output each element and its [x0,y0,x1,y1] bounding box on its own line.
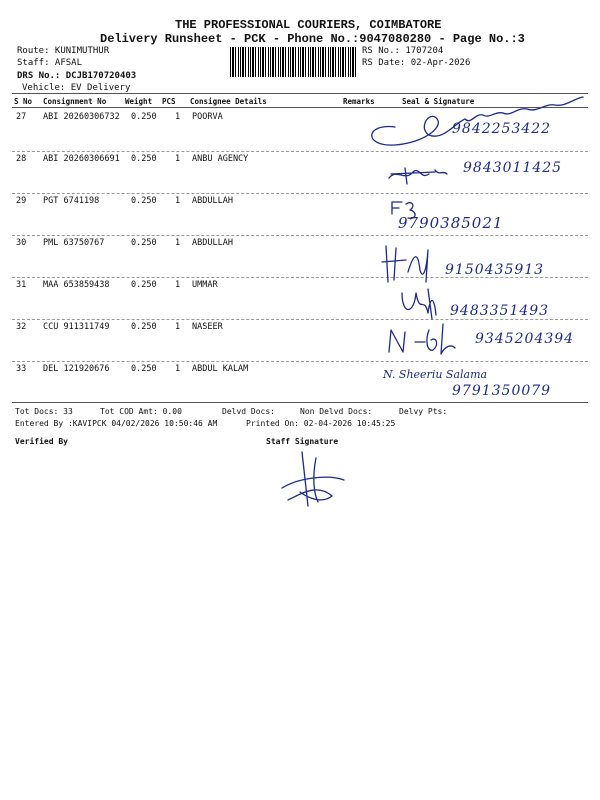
row-divider [12,361,588,362]
row-sno: 30 [16,238,27,248]
barcode [230,47,358,77]
row-sno: 27 [16,112,27,122]
row-consignment: ABI 20260306691 [43,154,120,164]
row-divider [12,235,588,236]
staff-label: Staff: AFSAL [17,58,83,68]
row-consignment: CCU 911311749 [43,322,110,332]
total-docs: Tot Docs: 33 [15,407,73,416]
total-cod-amount: Tot COD Amt: 0.00 [100,407,182,416]
handwritten-name-row-33: N. Sheeriu Salama [383,368,488,381]
phone-row-29: 9790385021 [398,214,504,232]
phone-row-32: 9345204394 [475,331,575,347]
delivered-docs: Delvd Docs: [222,407,275,416]
row-consignee: UMMAR [192,280,218,290]
printed-on: Printed On: 02-04-2026 10:45:25 [246,419,396,428]
route-label: Route: KUNIMUTHUR [17,46,110,56]
row-consignee: ABDULLAH [192,196,233,206]
signature-row-32 [385,320,470,360]
non-delivered-docs: Non Delvd Docs: [300,407,373,416]
row-weight: 0.250 [131,322,157,332]
row-sno: 28 [16,154,27,164]
verified-by-label: Verified By [15,437,68,446]
staff-signature-label: Staff Signature [266,437,339,446]
company-title: THE PROFESSIONAL COURIERS, COIMBATORE [175,18,442,32]
delivery-points: Delvy Pts: [399,407,448,416]
row-pcs: 1 [175,196,181,206]
row-pcs: 1 [175,154,181,164]
row-weight: 0.250 [131,112,157,122]
signature-row-30 [380,242,440,287]
phone-row-30: 9150435913 [445,262,545,278]
col-consignee: Consignee Details [190,97,267,106]
rs-number: RS No.: 1707204 [362,46,444,56]
row-weight: 0.250 [131,238,157,248]
vehicle-label: Vehicle: EV Delivery [22,83,131,93]
col-remarks: Remarks [343,97,375,106]
phone-row-31: 9483351493 [450,303,550,319]
entered-by: Entered By :KAVIPCK 04/02/2026 10:50:46 AM [15,419,218,428]
row-consignment: ABI 20260306732 [43,112,120,122]
col-sno: S No [14,97,33,106]
row-consignee: ABDUL KALAM [192,364,249,374]
staff-signature [278,448,348,510]
header-top-rule [12,93,588,94]
signature-row-31 [398,285,448,321]
col-consignment: Consignment No [43,97,107,106]
row-divider [12,193,588,194]
signature-row-28 [385,160,465,190]
row-sno: 31 [16,280,27,290]
phone-row-27: 9842253422 [452,121,552,137]
rs-date: RS Date: 02-Apr-2026 [362,58,471,68]
row-weight: 0.250 [131,154,157,164]
phone-row-28: 9843011425 [463,160,563,176]
row-sno: 32 [16,322,27,332]
row-weight: 0.250 [131,196,157,206]
drs-number: DRS No.: DCJB170720403 [17,71,137,81]
row-consignee: POORVA [192,112,223,122]
runsheet-subtitle: Delivery Runsheet - PCK - Phone No.:9047080280 - Page No.:3 [100,32,525,46]
row-pcs: 1 [175,280,181,290]
row-weight: 0.250 [131,364,157,374]
row-consignee: NASEER [192,322,223,332]
row-sno: 33 [16,364,27,374]
row-consignment: PGT 6741198 [43,196,100,206]
row-pcs: 1 [175,238,181,248]
row-consignee: ANBU AGENCY [192,154,249,164]
row-consignment: MAA 653859438 [43,280,110,290]
row-pcs: 1 [175,364,181,374]
row-pcs: 1 [175,112,181,122]
row-consignee: ABDULLAH [192,238,233,248]
row-weight: 0.250 [131,280,157,290]
row-pcs: 1 [175,322,181,332]
row-divider [12,319,588,320]
row-consignment: DEL 121920676 [43,364,110,374]
col-seal-signature: Seal & Signature [402,97,475,106]
col-weight: Weight [125,97,153,106]
table-bottom-rule [12,402,588,403]
row-sno: 29 [16,196,27,206]
col-pcs: PCS [162,97,176,106]
row-consignment: PML 63750767 [43,238,105,248]
phone-row-33: 9791350079 [452,383,552,399]
